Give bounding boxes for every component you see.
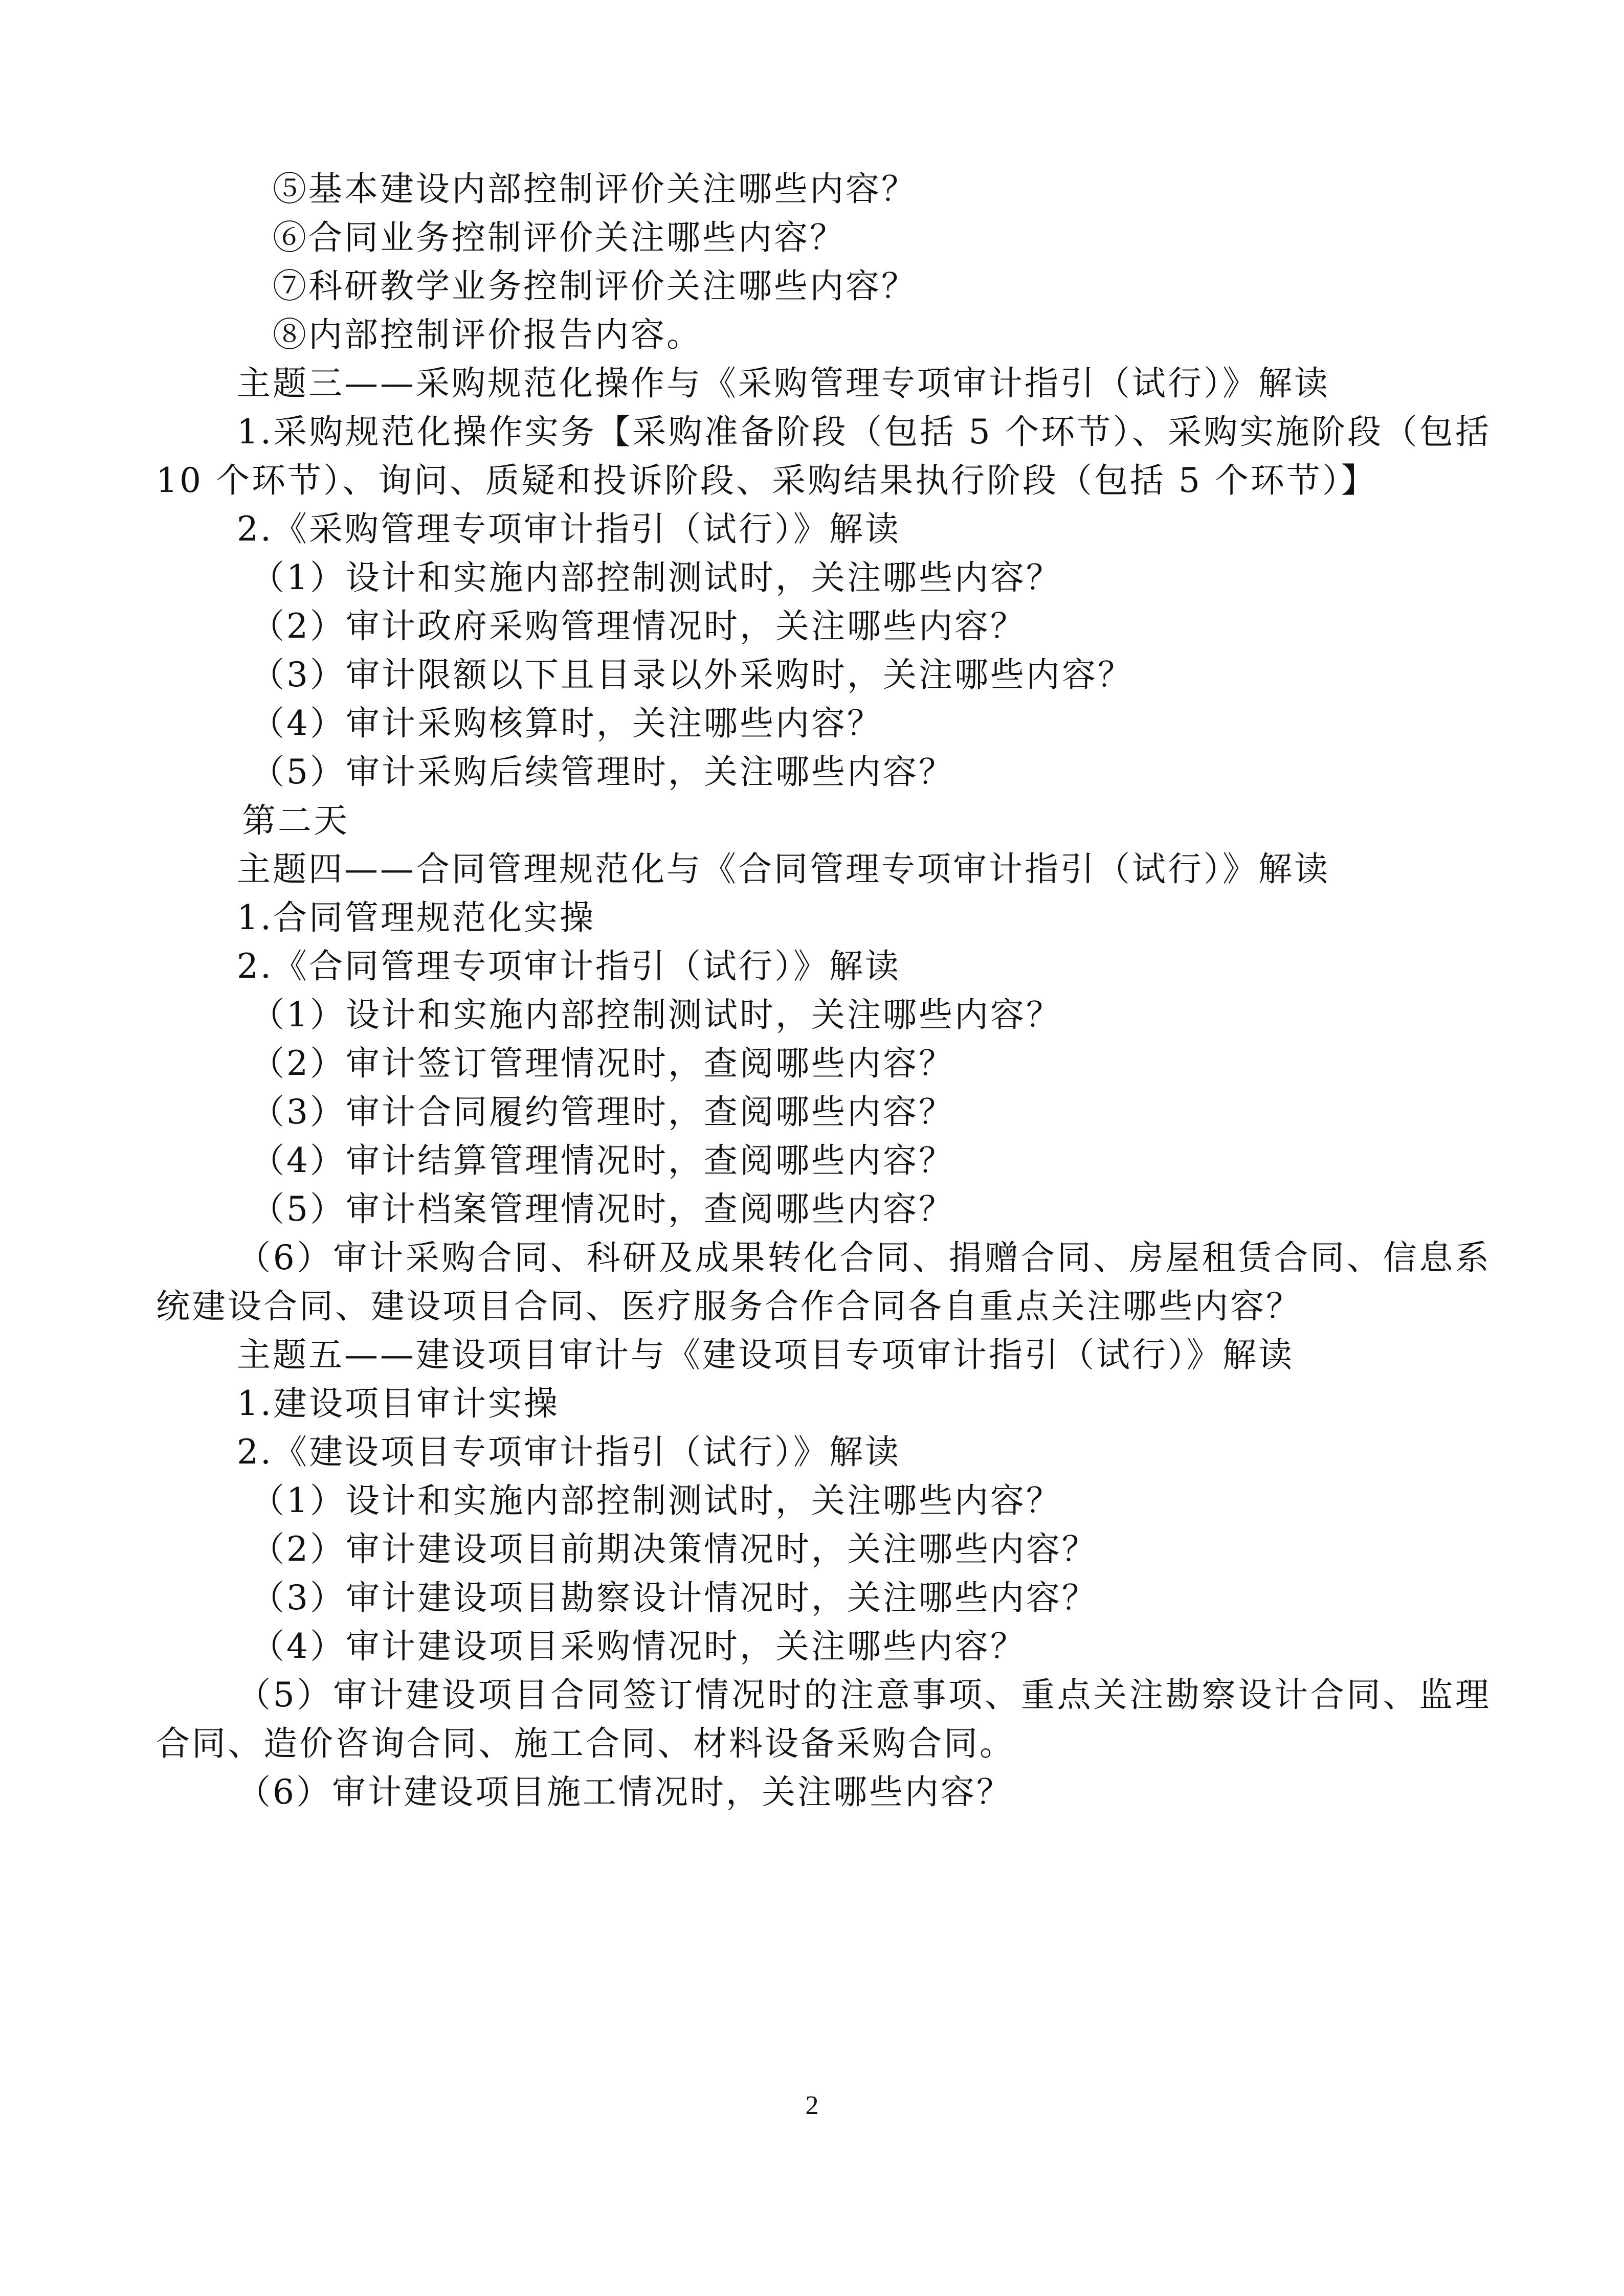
topic-4-question-1: （1）设计和实施内部控制测试时，关注哪些内容？ (251, 995, 1062, 1034)
topic-5-point-2: 2.《建设项目专项审计指引（试行）》解读 (237, 1432, 901, 1472)
topic-4-question-5: （5）审计档案管理情况时，查阅哪些内容？ (251, 1189, 954, 1229)
topic-5-point-1: 1.建设项目审计实操 (237, 1384, 560, 1423)
topic-5-question-4: （4）审计建设项目采购情况时，关注哪些内容？ (251, 1627, 1026, 1666)
topic-4-question-6: （6）审计采购合同、科研及成果转化合同、捐赠合同、房屋租赁合同、信息系统建设合同、建设项目合同、医疗服务合作合同各自重点关注哪些内容？ (156, 1238, 1491, 1326)
topic-5-question-2: （2）审计建设项目前期决策情况时，关注哪些内容？ (251, 1529, 1098, 1569)
control-item-8: ⑧内部控制评价报告内容。 (273, 315, 702, 354)
topic-5-question-3: （3）审计建设项目勘察设计情况时，关注哪些内容？ (251, 1578, 1098, 1617)
day-two-heading: 第二天 (242, 801, 349, 840)
control-item-7: ⑦科研教学业务控制评价关注哪些内容？ (273, 266, 917, 306)
topic-4-heading: 主题四——合同管理规范化与《合同管理专项审计指引（试行）》解读 (237, 849, 1330, 889)
control-item-6: ⑥合同业务控制评价关注哪些内容？ (273, 218, 846, 257)
topic-4-question-2: （2）审计签订管理情况时，查阅哪些内容？ (251, 1044, 954, 1083)
topic-5-question-1: （1）设计和实施内部控制测试时，关注哪些内容？ (251, 1481, 1062, 1520)
document-body (156, 165, 1491, 1816)
topic-3-question-1: （1）设计和实施内部控制测试时，关注哪些内容？ (251, 558, 1062, 597)
topic-3-question-3: （3）审计限额以下且目录以外采购时，关注哪些内容？ (251, 655, 1133, 694)
topic-3-point-2: 2.《采购管理专项审计指引（试行）》解读 (237, 509, 901, 549)
topic-4-point-1: 1.合同管理规范化实操 (237, 898, 595, 937)
control-item-5: ⑤基本建设内部控制评价关注哪些内容？ (273, 169, 917, 209)
topic-3-heading: 主题三——采购规范化操作与《采购管理专项审计指引（试行）》解读 (237, 364, 1330, 403)
page-number: 2 (805, 2091, 819, 2120)
topic-5-question-5: （5）审计建设项目合同签订情况时的注意事项、重点关注勘察设计合同、监理合同、造价咨询合同、施工合同、材料设备采购合同。 (156, 1675, 1491, 1763)
topic-4-point-2: 2.《合同管理专项审计指引（试行）》解读 (237, 947, 901, 986)
topic-3-point-1: 1.采购规范化操作实务【采购准备阶段（包括 5 个环节）、采购实施阶段（包括 10 个环节）、询问、质疑和投诉阶段、采购结果执行阶段（包括 5 个环节）】 (156, 412, 1491, 500)
topic-3-question-5: （5）审计采购后续管理时，关注哪些内容？ (251, 752, 954, 792)
topic-5-heading: 主题五——建设项目审计与《建设项目专项审计指引（试行）》解读 (237, 1335, 1294, 1375)
topic-5-question-6: （6）审计建设项目施工情况时，关注哪些内容？ (237, 1772, 1012, 1812)
topic-3-question-4: （4）审计采购核算时，关注哪些内容？ (251, 704, 883, 743)
topic-3-question-2: （2）审计政府采购管理情况时，关注哪些内容？ (251, 606, 1026, 646)
topic-4-question-4: （4）审计结算管理情况时，查阅哪些内容？ (251, 1141, 954, 1180)
topic-4-question-3: （3）审计合同履约管理时，查阅哪些内容？ (251, 1092, 954, 1132)
